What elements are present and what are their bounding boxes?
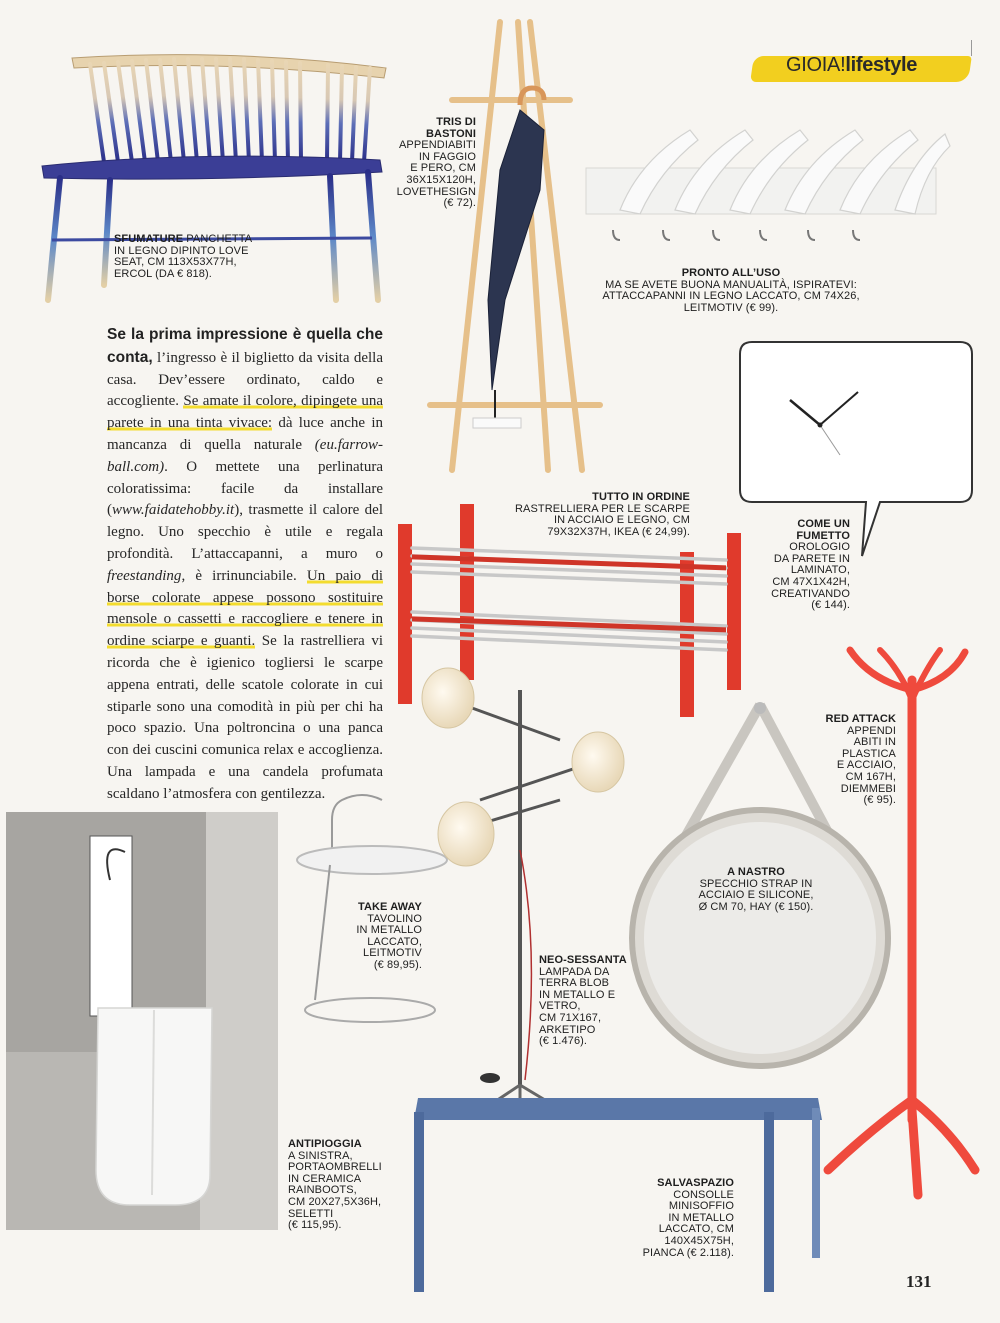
article-term: freestanding — [107, 567, 182, 584]
caption-salvaspazio: SALVASPAZIO CONSOLLE MINISOFFIO IN METALLO LACCATO, CM 140X45X75H, PIANCA (€ 2.118). — [642, 1177, 734, 1259]
caption-title: SFUMATURE — [114, 233, 184, 245]
article-run: Se la rastrelliera vi ricorda che è igienico togliersi le scarpe appena entrati, delle scatole colorate in cui stiparle sono una comodità in più per chi ha poco spazio. Una poltroncina o una panca con dei cuscini comunica relax e accoglienza. Una lampada e una candela profumata scaldano l’atmosfera con gentilezza. — [107, 633, 383, 802]
article-link-text: (eu.farrow-ball.com) — [107, 436, 383, 475]
article-run: ), trasmette il calore del legno. Uno specchio è utile e regala profondità. L’attaccapanni, a muro o — [107, 502, 383, 562]
article-link-text: www.faidatehobby.it — [112, 502, 235, 519]
article-lead: Se la prima impressione è quella che conta, — [107, 326, 383, 366]
console-table-illustration — [414, 1098, 822, 1292]
caption-tutto: TUTTO IN ORDINE RASTRELLIERA PER LE SCARPE IN ACCIAIO E LEGNO, CM 79X32X37H, IKEA (€ 24,99). — [515, 491, 690, 538]
brand-name: GIOIA — [786, 54, 841, 76]
umbrella-stand-photo — [6, 812, 278, 1230]
article-body — [107, 324, 383, 806]
page-edge-mark — [971, 40, 972, 56]
wall-hooks-illustration — [586, 130, 950, 240]
caption-tris: TRIS DI BASTONI APPENDIABITI IN FAGGIO E PERO, CM 36X15X120H, LOVETHESIGN (€ 72). — [396, 116, 476, 210]
header-text — [786, 54, 917, 77]
brand-separator: ! — [840, 54, 846, 76]
article-run: . O mettete una perlinatura coloratissima: facile da installare ( — [107, 458, 383, 519]
floor-lamp-illustration — [422, 668, 624, 1120]
caption-take-away: TAKE AWAY TAVOLINO IN METALLO LACCATO, LEITMOTIV (€ 89,95). — [356, 901, 422, 971]
article-highlight: Se amate il colore, dipingete una parete in una tinta vivace: — [107, 393, 383, 432]
caption-sfumature: SFUMATURE PANCHETTA IN LEGNO DIPINTO LOVE SEAT, CM 113X53X77H, ERCOL (DA € 818). — [114, 233, 253, 280]
caption-neo-sessanta: NEO-SESSANTA LAMPADA DA TERRA BLOB IN METALLO E VETRO, CM 71X167, ARKETIPO (€ 1.476). — [539, 954, 627, 1048]
caption-a-nastro: A NASTRO SPECCHIO STRAP IN ACCIAIO E SILICONE, Ø CM 70, HAY (€ 150). — [698, 866, 814, 913]
caption-pronto: PRONTO ALL’USO MA SE AVETE BUONA MANUALITÀ, ISPIRATEVI: ATTACCAPANNI IN LEGNO LACCATO, CM 74X26, LEITMOTIV (€ 99). — [602, 267, 860, 314]
article-run: , è irrinunciabile. — [181, 567, 307, 584]
caption-antipioggia: ANTIPIOGGIA A SINISTRA, PORTAOMBRELLI IN CERAMICA RAINBOOTS, CM 20X27,5X36H, SELETTI (€ 115,95). — [288, 1138, 382, 1232]
article-run: dà luce anche in mancanza di quella naturale — [107, 415, 383, 453]
page-number: 131 — [906, 1272, 932, 1291]
article-highlight: Un paio di borse colorate appese possono sostituire mensole o cassetti e raccogliere e tenere in ordine sciarpe e guanti. — [107, 567, 383, 650]
caption-fumetto: COME UN FUMETTO OROLOGIO DA PARETE IN LAMINATO, CM 47X1X42H, CREATIVANDO (€ 144). — [771, 518, 850, 612]
article-run: l’ingresso è il biglietto da visita della casa. Dev’essere ordinato, caldo e accogliente. — [107, 349, 383, 410]
section-header — [752, 52, 972, 84]
section-name: lifestyle — [845, 54, 918, 76]
caption-red-attack: RED ATTACK APPENDI ABITI IN PLASTICA E ACCIAIO, CM 167H, DIEMMEBI (€ 95). — [825, 713, 896, 807]
